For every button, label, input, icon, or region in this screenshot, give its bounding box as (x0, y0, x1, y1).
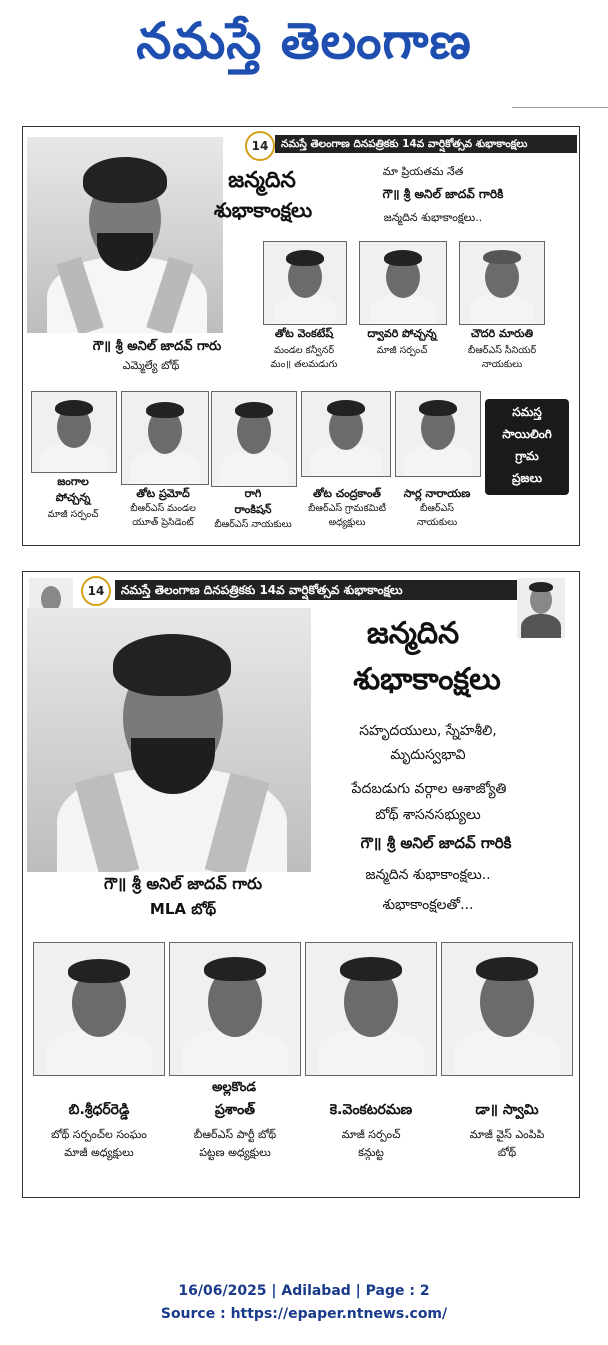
village-line: ప్రజలు (512, 471, 542, 485)
village-line: సమస్త (512, 405, 542, 419)
masthead-title: నమస్తే తెలంగాణ (136, 12, 472, 70)
greeting-line2: శుభాకాంక్షలు (213, 198, 313, 222)
body-line: బోథ్ శాసనసభ్యులు (375, 807, 481, 823)
person-desig: మాజీ సర్పంచ్ (376, 345, 428, 356)
person-photo (31, 391, 117, 473)
intro-line1: మా ప్రియతమ నేత (382, 165, 464, 178)
person-desig: మండల కన్వీనర్ (274, 345, 334, 356)
person-name: రాంకిషన్ (234, 503, 272, 516)
ad-panel-2 (22, 571, 580, 1198)
person-desig: మం॥ తలమడుగు (270, 359, 338, 370)
person-name: బి.శ్రీధర్‌రెడ్డి (68, 1102, 130, 1118)
person-name: తోట ప్రమోద్ (136, 487, 190, 500)
person-desig: బీఆర్ఎస్ పార్టీ బోథ్ (193, 1128, 277, 1141)
hero-title: ఎమ్మెల్యే బోథ్ (122, 359, 180, 372)
hero-photo (27, 137, 223, 333)
person-name: పోచ్చన్న (55, 491, 91, 504)
person-name: కె.వెంకటరమణ (329, 1102, 413, 1118)
person-desig: బోథ్ (497, 1146, 517, 1159)
footer-source-line: Source : https://epaper.ntnews.com/ (160, 1306, 448, 1322)
person-photo (359, 241, 447, 325)
body-line: సహృదయులు, స్నేహశీలి, (359, 723, 497, 739)
person-photo (169, 942, 301, 1076)
person-desig: బోథ్ సర్పంచ్‌ల సంఘం (51, 1128, 147, 1141)
person-photo (211, 391, 297, 487)
person-desig: మాజీ సర్పంచ్ (341, 1128, 401, 1141)
greeting-line2: శుభాకాంక్షలు (353, 662, 501, 697)
footer-date-line: 16/06/2025 | Adilabad | Page : 2 (178, 1283, 430, 1299)
honor-line: గౌ॥ శ్రీ అనిల్ జాదవ్ గారికి (360, 834, 512, 852)
person-name: ప్రశాంత్ (214, 1102, 256, 1118)
hero-name: గౌ॥ శ్రీ అనిల్ జాదవ్ గారు (92, 339, 222, 354)
village-line: గ్రామ (515, 449, 539, 463)
person-desig: బీఆర్ఎస్ గ్రామకమిటీ (308, 503, 386, 514)
person-photo (301, 391, 391, 477)
person-name: ద్వావరి పోచ్చన్న (367, 327, 437, 340)
person-photo (395, 391, 481, 477)
person-desig: నాయకులు (481, 359, 523, 370)
intro-line2: గౌ॥ శ్రీ అనిల్ జాదవ్ గారికి (382, 187, 504, 201)
greeting-line1: జన్మదిన (228, 168, 296, 193)
person-desig: మాజీ అధ్యక్షులు (64, 1146, 134, 1159)
anniversary-banner: నమస్తే తెలంగాణ దినపత్రికకు 14వ వార్షికోత్సవ శుభాకాంక్షలు (275, 135, 577, 153)
person-photo (459, 241, 545, 325)
person-name: డా॥ స్వామి (475, 1102, 539, 1118)
person-desig: బీఆర్ఎస్ (420, 503, 454, 514)
village-box (485, 399, 569, 495)
person-desig: పట్టణ అధ్యక్షులు (199, 1146, 271, 1159)
person-photo (263, 241, 347, 325)
person-desig: బీఆర్ఎస్ మండల (130, 503, 196, 514)
intro-line3: జన్మదిన శుభాకాంక్షలు.. (383, 211, 483, 224)
body-line: మృదుస్వభావి (390, 747, 466, 763)
ad-panel-1 (22, 126, 580, 546)
leader-portrait-right (517, 578, 565, 638)
person-photo (441, 942, 573, 1076)
person-desig: మాజీ సర్పంచ్ (47, 509, 99, 520)
hero-title: MLA బోథ్ (149, 900, 217, 918)
person-name: తోట చంద్రకాంత్ (313, 487, 381, 500)
person-name: తోట వెంకటేష్ (274, 327, 334, 340)
person-photo (33, 942, 165, 1076)
person-name: జంగాల (57, 475, 89, 488)
person-desig: బీఆర్ఎస్ సీనియర్ (467, 345, 537, 356)
person-name: సార్ల నారాయణ (403, 487, 471, 500)
anniversary-badge: 14 (245, 131, 275, 161)
greeting-line1: జన్మదిన (366, 616, 460, 651)
hero-photo (27, 608, 311, 872)
hero-name: గౌ॥ శ్రీ అనిల్ జాదవ్ గారు (103, 874, 263, 893)
person-desig: బీఆర్ఎస్ నాయకులు (214, 519, 292, 530)
person-desig: యూత్ ప్రెసిడెంట్ (132, 517, 194, 528)
body-line: పేదబడుగు వర్గాల ఆశాజ్యోతి (351, 781, 507, 797)
sign-off: శుభాకాంక్షలతో... (382, 897, 474, 913)
person-desig: మాజీ వైస్ ఎంపిపి (469, 1128, 545, 1141)
anniversary-badge: 14 (81, 576, 111, 606)
person-photo (121, 391, 209, 485)
wish-line: జన్మదిన శుభాకాంక్షలు.. (365, 867, 491, 883)
person-desig: అధ్యక్షులు (328, 517, 366, 528)
anniversary-banner: నమస్తే తెలంగాణ దినపత్రికకు 14వ వార్షికోత్సవ శుభాకాంక్షలు (115, 580, 531, 600)
village-line: సాయిలింగి (502, 427, 552, 441)
person-photo (305, 942, 437, 1076)
person-name: చౌదరి మారుతి (470, 327, 534, 340)
person-desig: కన్గుట్ట (358, 1146, 384, 1159)
person-name-prefix: అల్లకొండ (211, 1080, 257, 1095)
person-desig: నాయకులు (416, 517, 458, 528)
masthead-divider (512, 107, 608, 108)
person-name: రాగి (244, 487, 262, 500)
